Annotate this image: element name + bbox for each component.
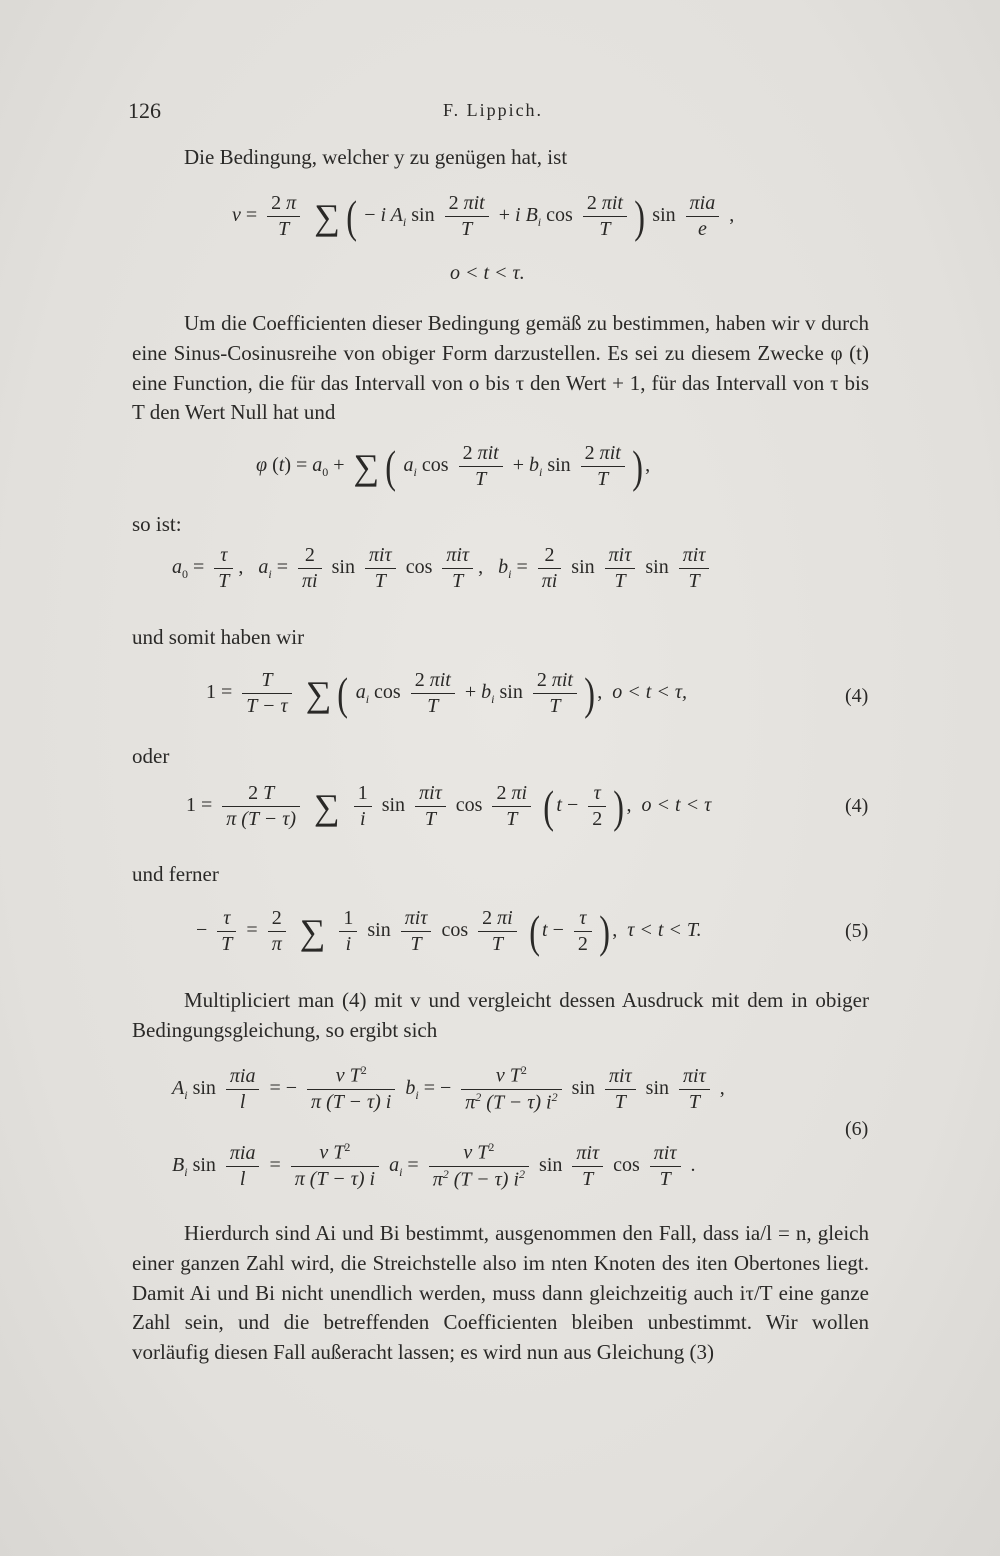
equation-coefficients: $a_0$ = $\frac{\tau}{T}$ , $a_i$ = $\frac{2}{\pi i}$ sin $\frac{\text{πiτ}}{T}$ cos $\frac{\text{πiτ}}{T}$ , $b_i$ = $\frac{2}{\pi i}$ sin $\frac{\text{πiτ}}{T}$ sin $\frac{\text{πiτ}}{T}$ (172, 543, 714, 594)
equation-4a: 1 = $\frac{T}{T - \tau}$ ∑ ( $a_i$ cos $\frac{\text{2 πit}}{T}$ + $b_i$ sin $\frac{\text{2 πit}}{T}$ ) , o < t < τ, (206, 668, 688, 719)
running-title: F. Lippich. (443, 100, 544, 120)
oder-text: oder (132, 744, 170, 768)
equation-5: − $\frac{\tau}{T}$ = $\frac{2}{\pi}$ ∑ $\frac{1}{i}$ sin $\frac{\text{πiτ}}{T}$ cos $\frac{2 \pi i}{T}$ ( t − $\frac{\tau}{2}$ ) , τ < t < T. (196, 906, 702, 957)
page-number: 126 (128, 98, 161, 123)
equation-6a: $A_i$ sin $\frac{\text{πia}}{l}$ = − $\frac{v T^2}{\pi (T - \tau) i}$ $b_i$ = − $\frac{v T^2}{\pi^2 (T - \tau) i^2}$ sin $\frac{\text{πiτ}}{T}$ sin $\frac{\text{πiτ}}{T}$ , (172, 1063, 725, 1114)
intro-text: Die Bedingung, welcher y zu genügen hat, ist (184, 145, 568, 169)
equation-6b: $B_i$ sin $\frac{\text{πia}}{l}$ = $\frac{v T^2}{\pi (T - \tau) i}$ $a_i$ = $\frac{v T^2}{\pi^2 (T - \tau) i^2}$ sin $\frac{\text{πiτ}}{T}$ cos $\frac{\text{πiτ}}{T}$ . (172, 1140, 696, 1191)
equation-v: v = $\frac{2 \pi}{T}$ ∑ ( − i $A_i$ sin $\frac{\text{2 πit}}{T}$ + i $B_i$ cos $\frac{\text{2 πit}}{T}$ ) sin $\frac{\text{πia}}{e}$ , (232, 191, 735, 242)
und-somit-text: und somit haben wir (132, 625, 305, 649)
und-ferner-text: und ferner (132, 862, 219, 886)
condition-text: o < t < τ. (450, 262, 525, 284)
equation-4b: 1 = $\frac{2 T}{\pi (T - \tau)}$ ∑ $\frac{1}{i}$ sin $\frac{\text{πiτ}}{T}$ cos $\frac{2 \pi i}{T}$ ( t − $\frac{\tau}{2}$ ) , o < t < τ (186, 781, 712, 832)
equation-number-6: (6) (845, 1118, 869, 1140)
so-ist-text: so ist: (132, 512, 182, 536)
paragraph-coefficients: Um die Coefficienten dieser Bedingung gemäß zu bestimmen, haben wir v durch eine Sinus-Cosinusreihe von obiger Form darzustellen. Es sei zu diesem Zwecke φ (t) eine Function, die für das Intervall von o bis τ den Wert + 1, für das Intervall von τ bis T den Wert Null hat und (132, 311, 869, 425)
equation-number-5: (5) (845, 920, 869, 942)
paragraph-multipliciert: Multipliciert man (4) mit v und vergleicht dessen Ausdruck mit dem in obiger Bedingungsgleichung, so ergibt sich (132, 988, 869, 1042)
equation-phi: φ $(t) = a_0$ + ∑ ( $a_i$ cos $\frac{\text{2 πit}}{T}$ + $b_i$ sin $\frac{\text{2 πit}}{T}$ ) , (256, 441, 651, 492)
paragraph-hierdurch: Hierdurch sind Ai und Bi bestimmt, ausgenommen den Fall, dass ia/l = n, gleich einer ganzen Zahl wird, die Streichstelle also im nten Knoten des iten Obertones liegt. Damit Ai und Bi nicht unendlich werden, muss dann gleichzeitig auch iτ/T eine ganze Zahl sein, und die betreffenden Coefficienten bleiben unbestimmt. Wir wollen vorläufig diesen Fall außeracht lassen; es wird nun aus Gleichung (3) (132, 1221, 869, 1365)
equation-number-4b: (4) (845, 795, 869, 817)
equation-number-4a: (4) (845, 685, 869, 707)
